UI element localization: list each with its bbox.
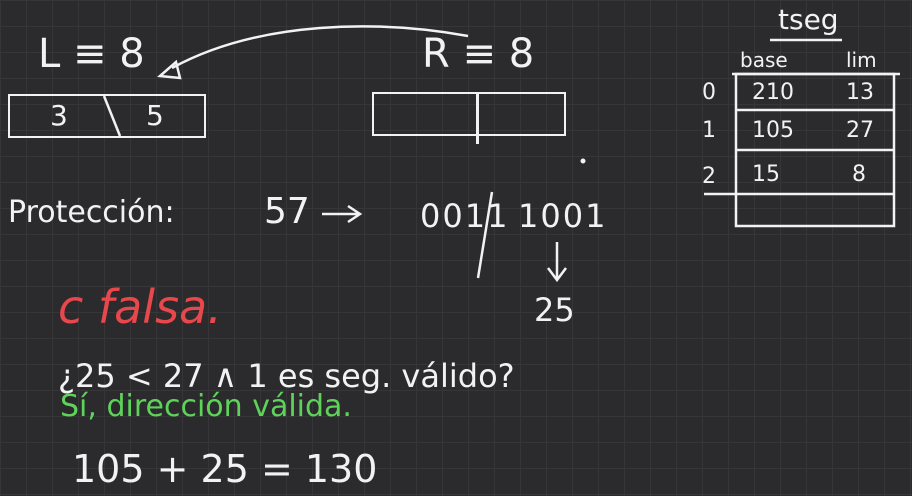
row-lim-1: 27 [846, 118, 874, 143]
right-register-box [372, 92, 566, 136]
row-lim-0: 13 [846, 80, 874, 105]
row-base-1: 105 [752, 118, 794, 143]
validity-answer: Sí, dirección válida. [60, 389, 352, 424]
protection-value: 57 [264, 191, 310, 232]
right-register-label: R ≡ 8 [422, 31, 535, 77]
binary-right: 1001 [518, 197, 608, 235]
row-base-0: 210 [752, 80, 794, 105]
row-index-2: 2 [702, 164, 716, 189]
false-note: c falsa. [58, 280, 222, 334]
binary-left: 0011 [420, 197, 510, 235]
row-lim-2: 8 [852, 162, 866, 187]
right-register-divider [476, 92, 479, 144]
left-register-cell-1: 5 [146, 99, 164, 132]
header-base: base [740, 48, 788, 72]
row-index-0: 0 [702, 80, 716, 105]
final-address: 105 + 25 = 130 [72, 447, 378, 491]
left-register-label: L ≡ 8 [38, 31, 145, 77]
segment-result: 25 [534, 291, 575, 329]
row-base-2: 15 [752, 162, 780, 187]
protection-label: Protección: [8, 195, 175, 230]
left-register-cell-0: 3 [50, 99, 68, 132]
tseg-title: tseg [778, 3, 839, 36]
validity-question: ¿25 < 27 ∧ 1 es seg. válido? [58, 357, 515, 395]
row-index-1: 1 [702, 118, 716, 143]
header-lim: lim [846, 48, 877, 72]
